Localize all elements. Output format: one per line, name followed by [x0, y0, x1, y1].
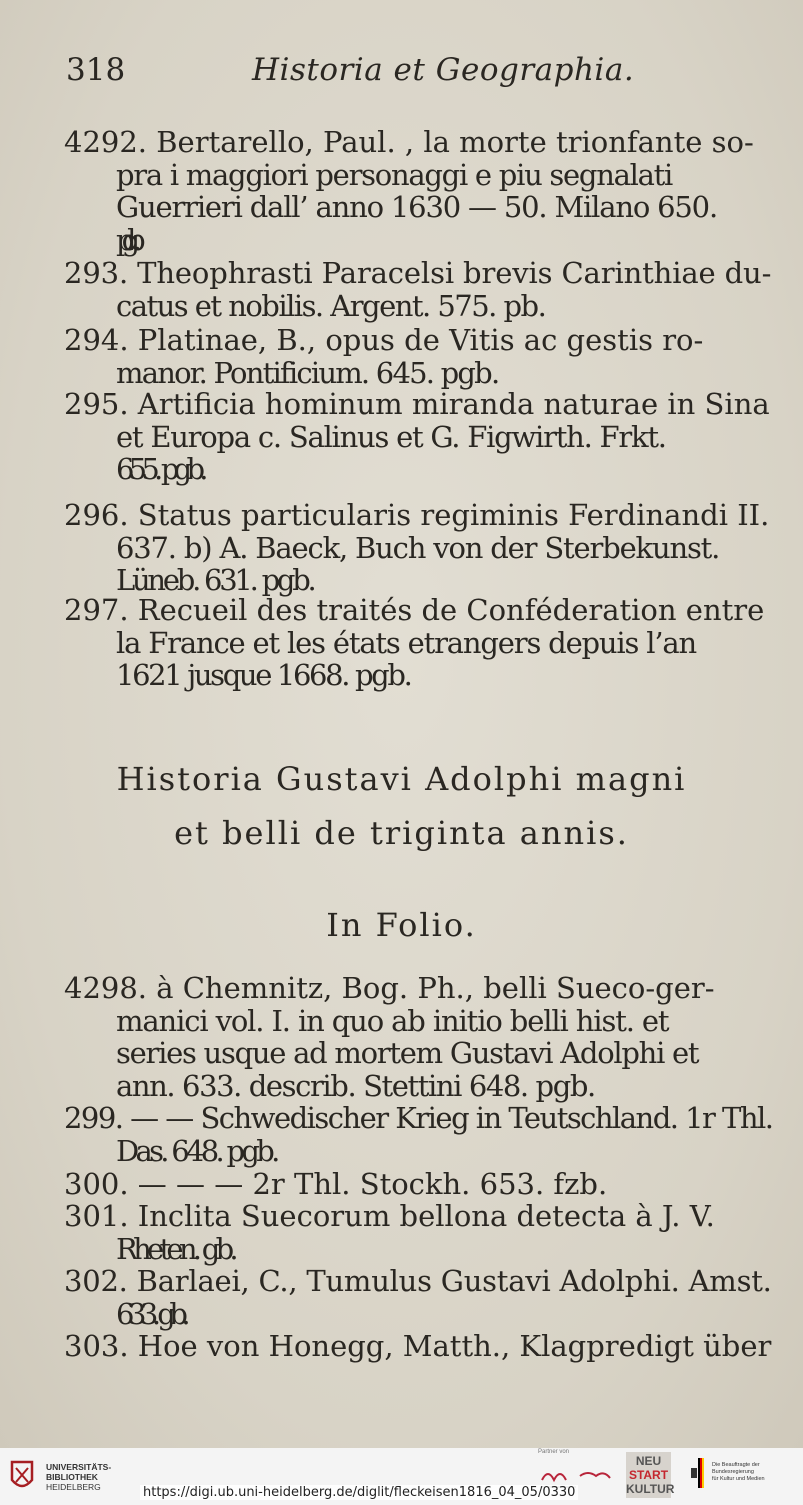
- university-library-logo[interactable]: [8, 1456, 118, 1496]
- section-title-line-1: Historia Gustavi Adolphi magni: [116, 760, 687, 798]
- entry-line: 655. pgb.: [116, 452, 203, 486]
- catalog-entry-303: [64, 1330, 772, 1363]
- entry-line: manici vol. I. in quo ab initio belli hist. et: [116, 1003, 669, 1038]
- catalog-entry-295: [64, 388, 772, 486]
- entry-line: et Europa c. Salinus et G. Figwirth. Frkt.: [116, 419, 666, 454]
- page-header: [66, 52, 766, 96]
- entry-line: 300. — — — 2r Thl. Stockh. 653. fzb.: [64, 1167, 608, 1201]
- entry-line: Das. 648. pgb.: [116, 1133, 277, 1168]
- entry-line: 4298. à Chemnitz, Bog. Ph., belli Sueco-ger-: [64, 971, 715, 1005]
- library-name: UNIVERSITÄTS- BIBLIOTHEK HEIDELBERG: [46, 1462, 112, 1492]
- entry-line: 301. Inclita Suecorum bellona detecta à J. V.: [64, 1199, 715, 1233]
- entry-line: la France et les états etrangers depuis l’an: [116, 625, 697, 660]
- running-title: Historia et Geographia.: [252, 52, 635, 88]
- entry-line: 1621 jusque 1668. pgb.: [116, 658, 411, 692]
- entry-line: 633. gb.: [116, 1296, 185, 1331]
- partner-label: Partner von: [538, 1449, 570, 1455]
- federal-culture-text: Die Beauftragte der Bundesregierung für Kultur und Medien: [712, 1462, 765, 1482]
- library-emblem-icon: [8, 1458, 36, 1492]
- catalog-entry-4292: [64, 126, 772, 256]
- entry-line: 303. Hoe von Honegg, Matth., Klagpredigt über: [64, 1329, 772, 1363]
- entry-line: manor. Pontificium. 645. pgb.: [116, 355, 499, 390]
- catalog-entry-293: [64, 257, 772, 322]
- entry-line: pgb.: [116, 222, 129, 257]
- catalog-entry-4298: [64, 972, 772, 1102]
- entry-line: 302. Barlaei, C., Tumulus Gustavi Adolphi. Amst.: [64, 1264, 772, 1298]
- entry-line: 294. Platinae, B., opus de Vitis ac gestis ro-: [64, 323, 704, 357]
- entry-line: Rheten. gb.: [116, 1231, 234, 1266]
- format-heading: In Folio.: [326, 906, 477, 944]
- entry-line: catus et nobilis. Argent. 575. pb.: [116, 288, 546, 323]
- catalog-entry-296: [64, 499, 772, 597]
- entry-line: series usque ad mortem Gustavi Adolphi et: [116, 1036, 699, 1070]
- entry-line: 299. — — Schwedischer Krieg in Teutschland. 1r Thl.: [64, 1101, 773, 1135]
- entry-line: 637. b) A. Baeck, Buch von der Sterbekunst.: [116, 530, 720, 565]
- page-url[interactable]: https://digi.ub.uni-heidelberg.de/diglit/fleckeisen1816_04_05/0330: [140, 1485, 578, 1500]
- entry-line: pra i maggiori personaggi e piu segnalati: [116, 157, 673, 192]
- catalog-entry-299: [64, 1102, 772, 1167]
- entry-line: Lüneb. 631. pgb.: [116, 563, 314, 597]
- entry-line: 293. Theophrasti Paracelsi brevis Carinthiae du-: [64, 256, 772, 290]
- entry-line: 297. Recueil des traités de Conféderation entre: [64, 593, 765, 627]
- catalog-entry-300: [64, 1168, 772, 1201]
- catalog-entry-294: [64, 324, 772, 389]
- neustart-kultur-logo[interactable]: NEU START KULTUR: [626, 1454, 675, 1496]
- entry-line: 4292. Bertarello, Paul. , la morte trionfante so-: [64, 125, 754, 159]
- catalog-entry-301: [64, 1200, 772, 1265]
- page-number: 318: [66, 52, 126, 88]
- catalog-entry-297: [64, 594, 772, 692]
- section-title-line-2: et belli de triginta annis.: [174, 814, 629, 852]
- entry-line: Guerrieri dall’ anno 1630 — 50. Milano 650.: [116, 190, 717, 224]
- federal-eagle-icon: [690, 1458, 708, 1488]
- federal-culture-logo[interactable]: [688, 1454, 798, 1494]
- catalog-entry-302: [64, 1265, 772, 1330]
- entry-line: ann. 633. describ. Stettini 648. pgb.: [116, 1068, 595, 1103]
- entry-line: 295. Artificia hominum miranda naturae in Sina: [64, 387, 770, 421]
- entry-line: 296. Status particularis regiminis Ferdinandi II.: [64, 498, 770, 532]
